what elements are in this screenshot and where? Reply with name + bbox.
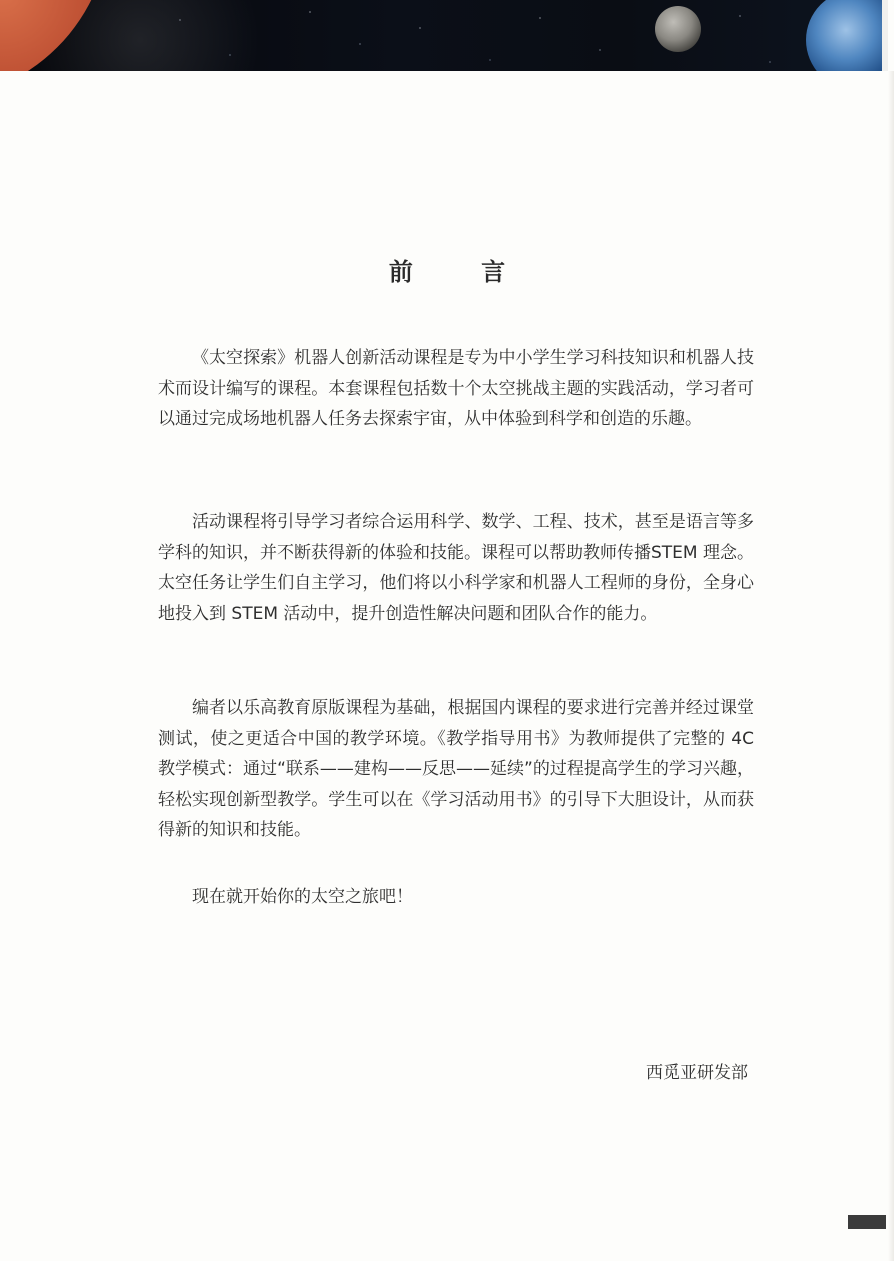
- page-edge: [888, 71, 894, 1261]
- paragraph-4: 现在就开始你的太空之旅吧！: [192, 887, 413, 907]
- page-tab-marker: [848, 1215, 886, 1229]
- signature: 西觅亚研发部: [646, 1063, 748, 1083]
- space-header-banner: [0, 0, 888, 71]
- paragraph-2: 活动课程将引导学习者综合运用科学、数学、工程、技术，甚至是语言等多学科的知识，并不断获得新的体验和技能。课程可以帮助教师传播STEM 理念。太空任务让学生们自主学习，他们将以小科学家和机器人工程师的身份，全身心地投入到 STEM 活动中，提升创造性解决问题和团队合作的能力。: [158, 512, 754, 624]
- banner-edge: [882, 0, 888, 71]
- paragraph-3: 编者以乐高教育原版课程为基础，根据国内课程的要求进行完善并经过课堂测试，使之更适合中国的教学环境。《教学指导用书》为教师提供了完整的 4C 教学模式：通过“联系——建构——反思——延续”的过程提高学生的学习兴趣，轻松实现创新型教学。学生可以在《学习活动用书》的引导下大胆设计，从而获得新的知识和技能。: [158, 698, 754, 840]
- moon-image: [655, 6, 701, 52]
- paragraph-1: 《太空探索》机器人创新活动课程是专为中小学生学习科技知识和机器人技术而设计编写的课程。本套课程包括数十个太空挑战主题的实践活动，学习者可以通过完成场地机器人任务去探索宇宙，从中体验到科学和创造的乐趣。: [158, 348, 754, 429]
- earth-planet-image: [806, 0, 888, 71]
- page-title: 前 言: [388, 258, 536, 286]
- stars-background: [0, 0, 888, 71]
